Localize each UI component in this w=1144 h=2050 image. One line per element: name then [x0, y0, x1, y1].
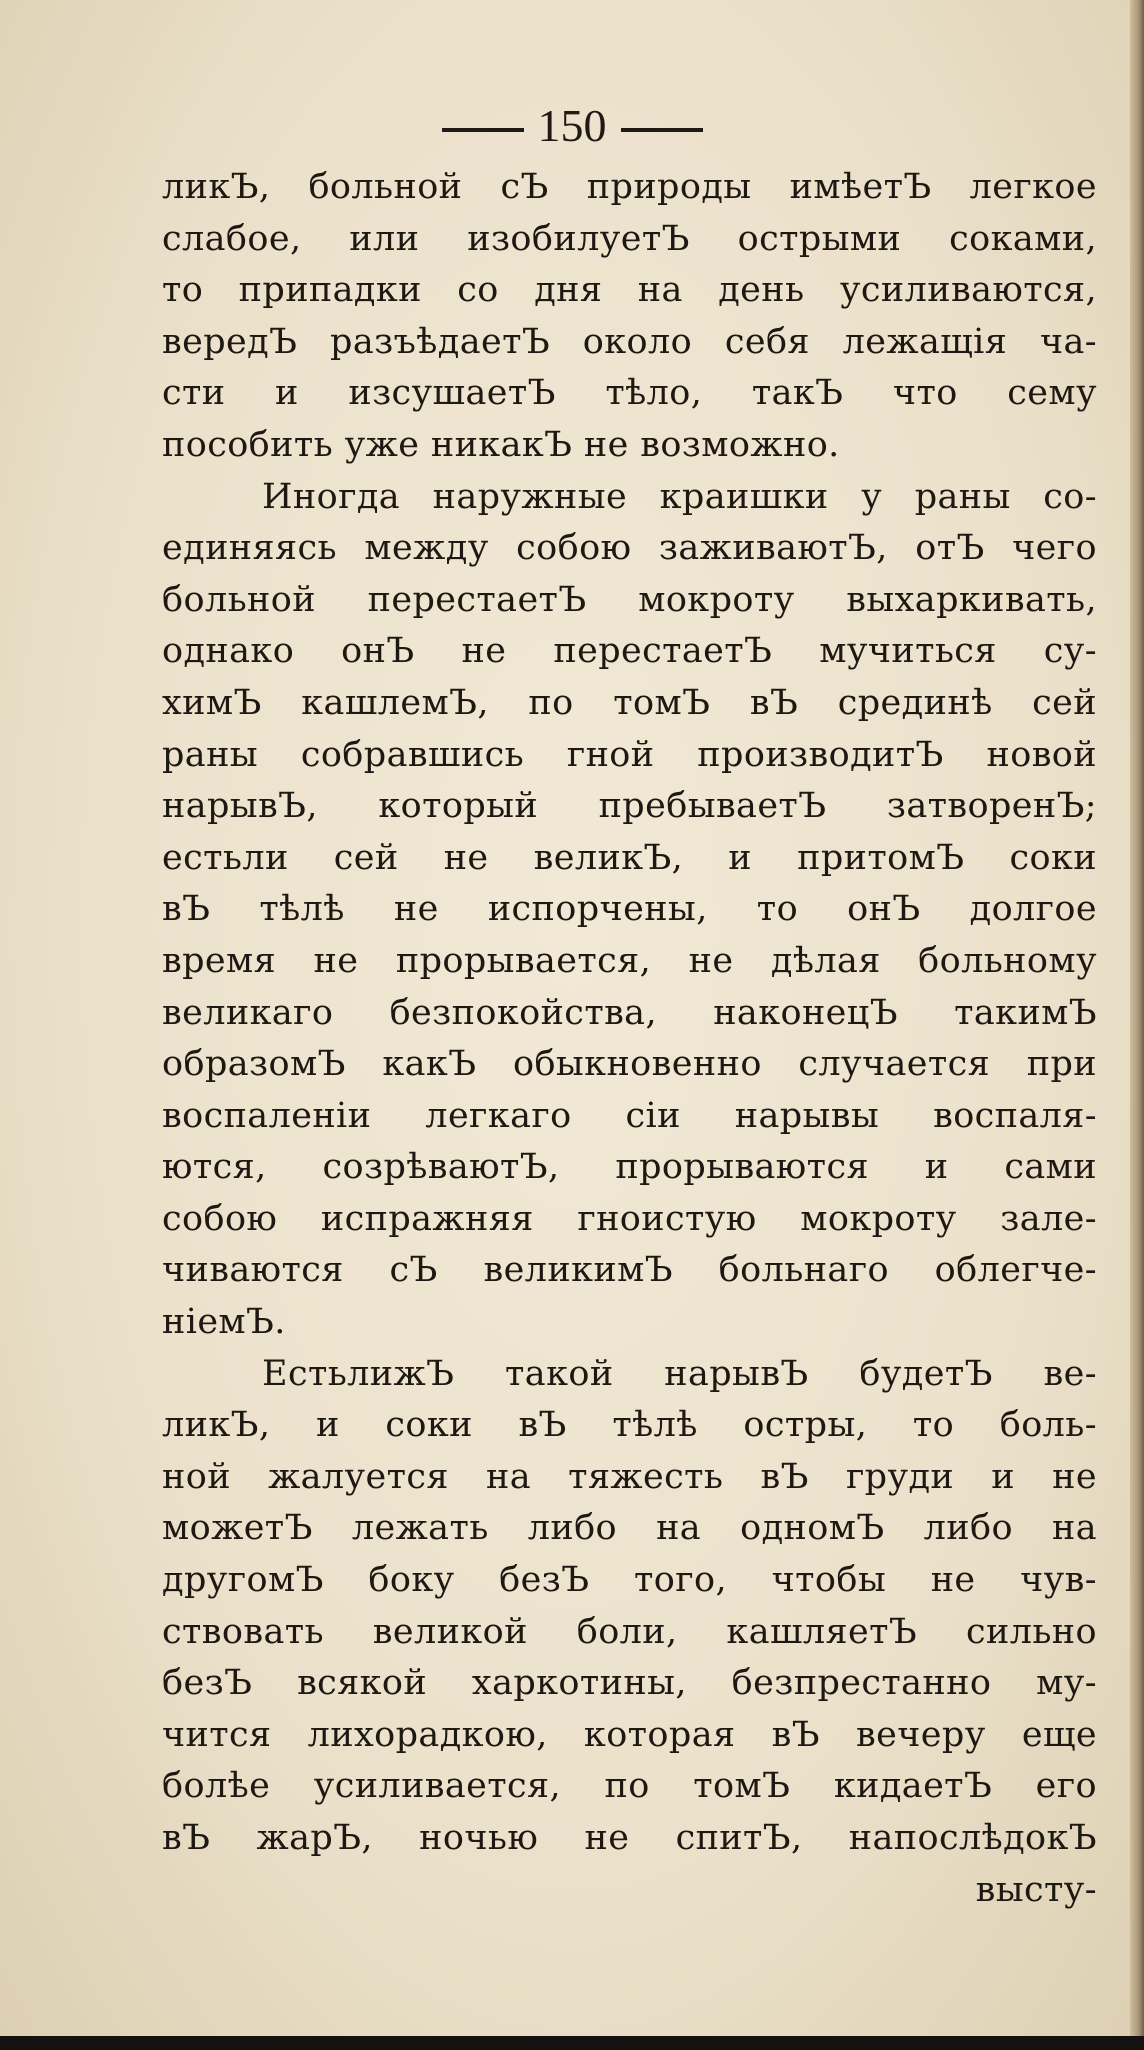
- text-line: ются, созрѣваютЪ, прорываются и сами: [162, 1147, 1097, 1188]
- text-line: время не прорывается, не дѣлая больному: [162, 940, 1097, 981]
- page-edge-shadow: [1130, 0, 1144, 2050]
- text-line: однако онЪ не перестаетЪ мучиться су-: [162, 631, 1097, 672]
- text-line: ніемЪ.: [162, 1302, 286, 1343]
- text-line: единяясь между собою заживаютЪ, отЪ чего: [162, 528, 1097, 569]
- text-line: ликЪ, больной сЪ природы имѣетЪ легкое: [162, 167, 1097, 207]
- header-dash-right: [621, 128, 703, 132]
- text-line: пособить уже никакЪ не возможно.: [162, 424, 840, 465]
- text-line: образомЪ какЪ обыкновенно случается при: [162, 1044, 1097, 1085]
- scan-border: [0, 2036, 1144, 2050]
- text-line: вередЪ разъѣдаетЪ около себя лежащія ча-: [162, 321, 1097, 362]
- text-line: ной жалуется на тяжесть вЪ груди и не: [162, 1456, 1097, 1497]
- text-line: безЪ всякой харкотины, безпрестанно му-: [162, 1663, 1097, 1704]
- header-dash-left: [442, 128, 524, 132]
- text-line: слабое, или изобилуетЪ острыми соками,: [162, 218, 1097, 259]
- page-header: [0, 96, 1144, 156]
- catchword: высту-: [975, 1869, 1097, 1910]
- text-line: ликЪ, и соки вЪ тѣлѣ остры, то боль-: [162, 1405, 1097, 1446]
- text-line: собою испражняя гноистую мокроту зале-: [162, 1198, 1097, 1239]
- text-line: воспаленіи легкаго сіи нарывы воспаля-: [162, 1095, 1097, 1136]
- text-line: другомЪ боку безЪ того, чтобы не чув-: [162, 1560, 1097, 1601]
- text-line: болѣе усиливается, по томЪ кидаетЪ его: [162, 1766, 1097, 1807]
- body-text: [162, 162, 1097, 1916]
- text-line: чиваются сЪ великимЪ больнаго облегче-: [162, 1250, 1097, 1291]
- text-line: вЪ жарЪ, ночью не спитЪ, напослѣдокЪ: [162, 1818, 1097, 1858]
- text-line: то припадки со дня на день усиливаются,: [162, 270, 1097, 311]
- text-line: сти и изсушаетЪ тѣло, такЪ что сему: [162, 373, 1097, 414]
- text-line: великаго безпокойства, наконецЪ такимЪ: [162, 992, 1097, 1033]
- text-line: больной перестаетЪ мокроту выхаркивать,: [162, 579, 1097, 620]
- paragraph-start-line: Иногда наружные краишки у раны со-: [262, 476, 1097, 517]
- text-line: нарывЪ, который пребываетЪ затворенЪ;: [162, 786, 1097, 827]
- text-line: можетЪ лежать либо на одномЪ либо на: [162, 1508, 1097, 1549]
- page-number: 150: [537, 100, 607, 151]
- paragraph-start-line: ЕстьлижЪ такой нарывЪ будетЪ ве-: [262, 1353, 1097, 1394]
- text-line: ствовать великой боли, кашляетЪ сильно: [162, 1611, 1097, 1652]
- text-line: химЪ кашлемЪ, по томЪ вЪ срединѣ сей: [162, 682, 1097, 723]
- text-line: чится лихорадкою, которая вЪ вечеру еще: [162, 1714, 1097, 1755]
- text-line: вЪ тѣлѣ не испорчены, то онЪ долгое: [162, 889, 1097, 930]
- text-line: естьли сей не великЪ, и притомЪ соки: [162, 837, 1097, 878]
- text-line: раны собравшись гной производитЪ новой: [162, 734, 1097, 775]
